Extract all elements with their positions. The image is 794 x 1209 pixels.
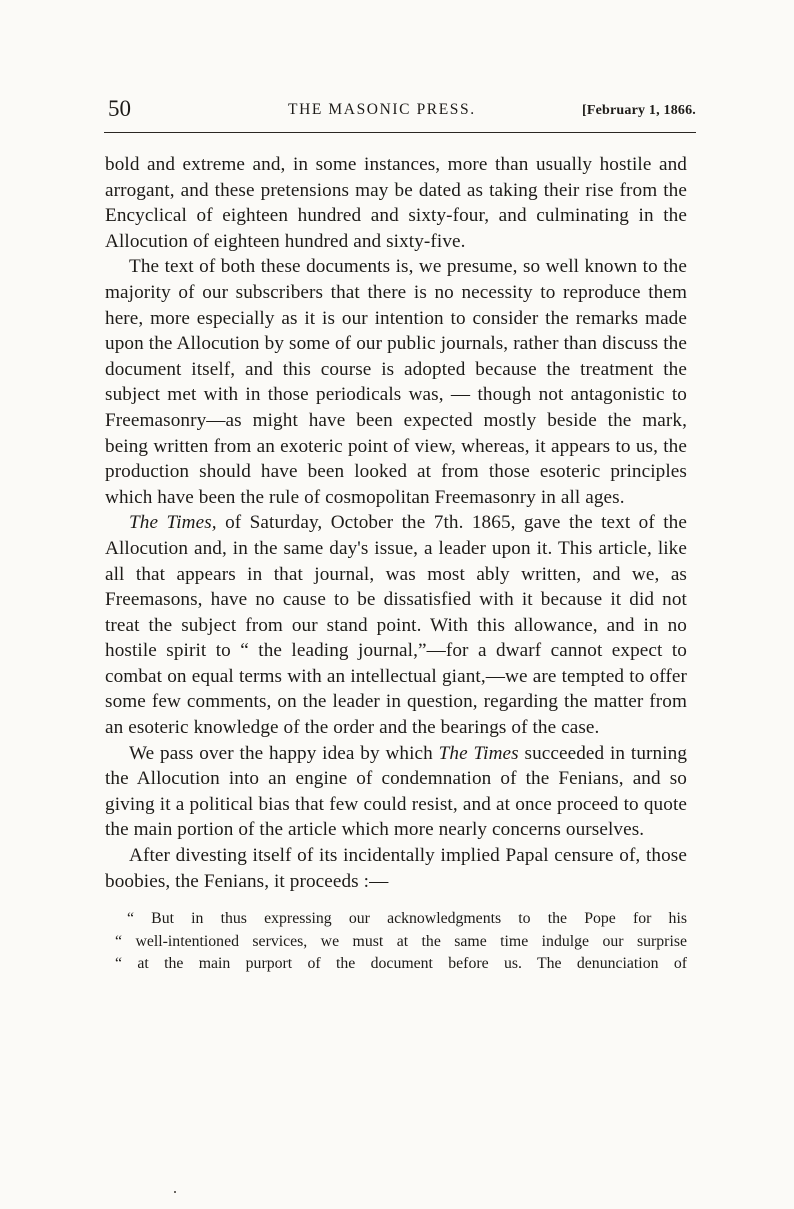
times-reference: The Times, [129, 512, 217, 534]
paragraph-2: The text of both these documents is, we presume, so well known to the majority of our subscribers that there is no necessity to reproduce them here, more especially as it is our intention to consider the remarks made upon the Allocution by some of our public journals, rather than discuss the document itself, and this course is adopted because the treatment the subject met with in those periodicals was, — though not antagonistic to Freemasonry—as might have been expected mostly beside the mark, being written from an exoteric point of view, whereas, it appears to us, the production should have been looked at from those esoteric principles which have been the rule of cosmopolitan Freemasonry in all ages. [105, 256, 687, 508]
quoted-extract [113, 908, 687, 975]
paragraph-1: bold and extreme and, in some instances, more than usually hostile and arrogant, and these pretensions may be dated as taking their rise from the Encyclical of eighteen hundred and sixty-four, and culminating in the Allocution of eighteen hundred and sixty-five. [105, 154, 687, 252]
running-title: THE MASONIC PRESS. [288, 101, 476, 118]
paragraph-3 [105, 510, 687, 740]
paragraph-4-start: We pass over the happy idea by which [129, 742, 439, 764]
quote-line: “ well-intentioned services, we must at the same time indulge our surprise [115, 932, 687, 950]
paragraph-4-text: succeeded in turning the Allocution into an engine of condemnation of the Fenians, and so giving it a political bias that few could resist, and at once proceed to quote the main portion of the article which more nearly concerns ourselves. [105, 742, 688, 841]
quote-line: “ at the main purport of the document before us. The denunciation of [115, 955, 687, 973]
print-speck [174, 1191, 176, 1193]
paragraph-3-text: of Saturday, October the 7th. 1865, gave the text of the Allocution and, in the same day's issue, a leader upon it. This article, like all that appears in that journal, was most ably written, and we, as Freemasons, have no cause to be dissatisfied with it because it did not treat the subject from our stand point. With this allowance, and in no hostile spirit to “ the leading journal,”—for a dwarf cannot expect to combat on equal terms with an intellectual giant,—we are tempted to offer some few comments, on the leader in question, regarding the matter from an esoteric knowledge of the order and the bearings of the case. [105, 512, 687, 739]
page-number: 50 [108, 96, 131, 121]
times-reference: The Times [438, 742, 519, 764]
header-rule [104, 132, 696, 133]
issue-date: [February 1, 1866. [581, 103, 696, 118]
running-header [108, 96, 696, 126]
paragraph-5: After divesting itself of its incidentally implied Papal censure of, those boobies, the Fenians, it proceeds :— [105, 845, 687, 892]
quote-line: “ But in thus expressing our acknowledgments to the Pope for his [127, 910, 687, 928]
article-body [105, 152, 687, 975]
paragraph-4 [105, 741, 687, 843]
